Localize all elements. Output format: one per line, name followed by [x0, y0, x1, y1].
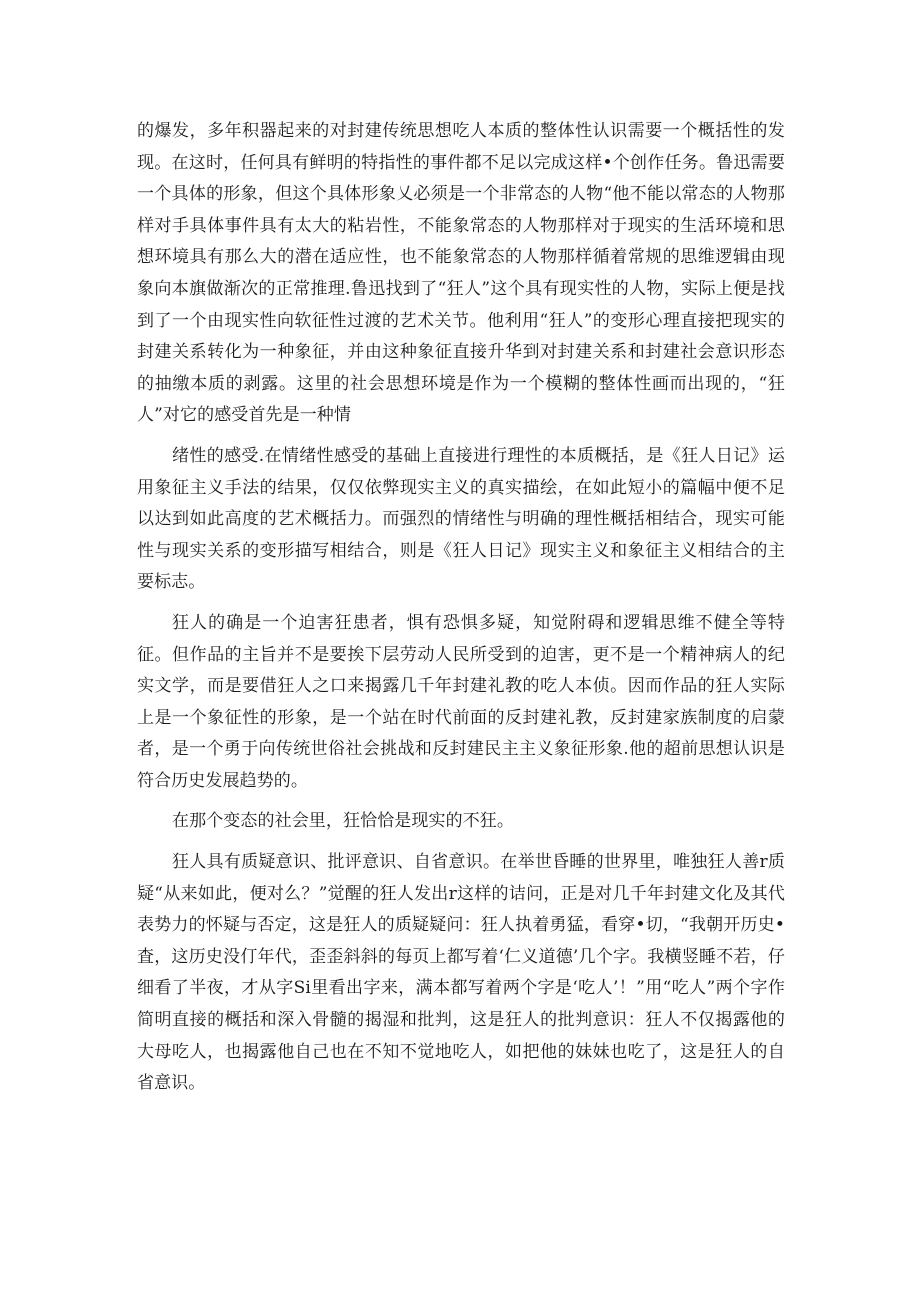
- paragraph-4: 在那个变态的社会里，狂恰恰是现实的不狂。: [172, 811, 514, 832]
- paragraph-5: 狂人具有质疑意识、批评意识、自省意识。在举世昏睡的世界里，唯独狂人善r质疑“从来如此，便对么？”觉醒的狂人发出r这样的诘问，正是对几千年封建文化及其代表势力的怀疑与否定，这是狂人的质疑疑问：狂人执着勇猛，看穿•切，“我朝开历史•査，这历史没仃年代，歪歪斜斜的每页上都写着‘仁义道德’几个字。我横竖睡不若，仔细看了半夜，才从字Si里看出字来，满本都写着两个字是‘吃人’！”用“吃人”两个字作简明直接的概括和深入骨髓的揭湿和批判，这是狂人的批判意识：狂人不仅揭露他的大母吃人，也揭露他自己也在不知不觉地吃人，如把他的妹妹也吃了，这是狂人的自省意识。: [137, 852, 785, 1094]
- paragraph-3: 狂人的确是一个迫害狂患者，惧有恐惧多疑，知觉附碍和逻辑思维不健全等特征。但作品的主旨并不是要挨下层劳动人民所受到的迫害，更不是一个精神病人的纪实文学，而是要借狂人之口来揭露几千年封建礼教的吃人本侦。因而作品的狂人实际上是一个象征性的形象，是一个站在时代前面的反封建礼教，反封建家族制度的启蒙者，是一个勇于向传统世俗社会挑战和反封建民主主义象征形象.他的超前思想认识是符合历史发展趋势的。: [137, 612, 785, 791]
- paragraph-1: 的爆发，多年积器起来的对封建传统思想吃人本质的整体性认识需要一个概括性的发现。在这时，任何具有鲜明的特指性的事件都不足以完成这样•个创作任务。鲁迅需要一个具体的形象，但这个具体形象乂必须是一个非常态的人物“他不能以常态的人物那样对手具体事件具有太大的粘岩性，不能象常态的人物那样对于现实的生活环境和思想环境具有那么大的潜在适应性，也不能象常态的人物那样循着常规的思维逻辑由现象向本旗做渐次的正常推理.鲁迅找到了“狂人”这个具有现实性的人物，实际上便是找到了一个由现实性向软征性过渡的艺术关节。他利用“狂人”的变形心理直接把现实的封建关系转化为一种象征，并由这种象征直接升华到对封建关系和封建社会意识形态的抽缴本质的剥露。这里的社会思想环境是作为一个模糊的整体性画而出现的，“狂人”对它的感受首先是一种情: [137, 121, 785, 426]
- paragraph-2: 绪性的感受.在情绪性感受的基础上直接进行理性的本质概括，是《狂人日记》运用象征主义手法的结果，仅仅依弊现实主义的真实描绘，在如此短小的篇幅中便不足以达到如此高度的艺术概括力。而强烈的情绪性与明确的理性概括相结合，现实可能性与现实关系的变形描写相结合，则是《狂人日记》现实主义和象征主义相结合的主要标志。: [137, 445, 785, 593]
- document-page: [137, 116, 785, 1109]
